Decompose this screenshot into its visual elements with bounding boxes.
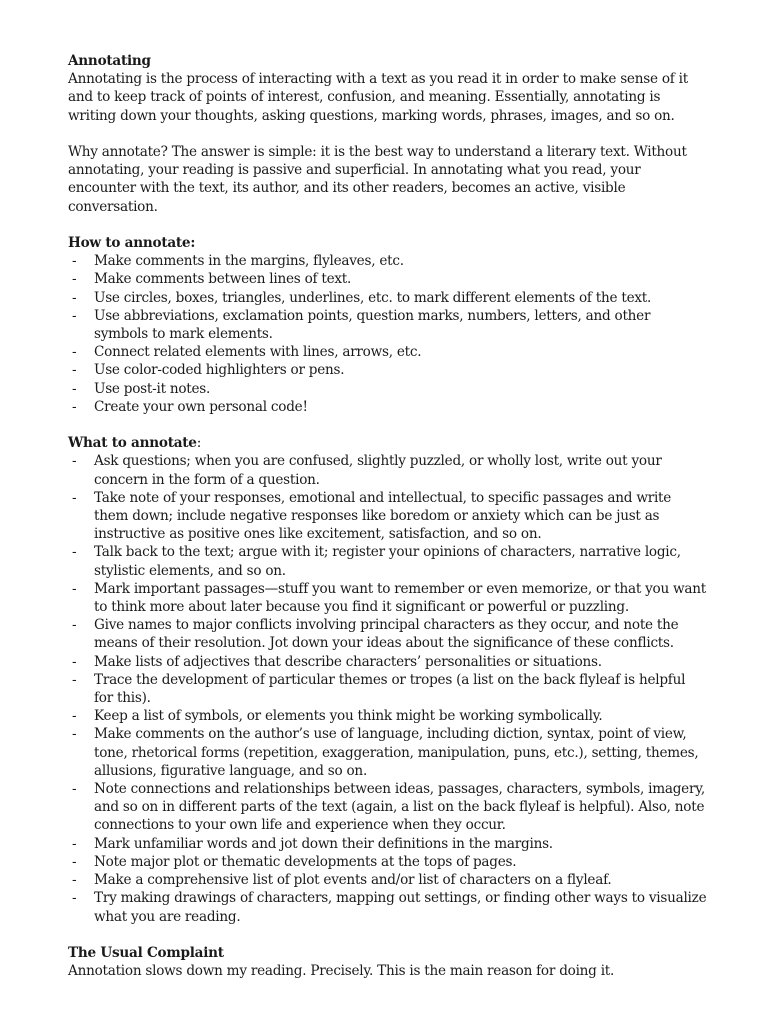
how-list-item [68, 361, 708, 379]
dash-bullet: - [72, 872, 77, 889]
what-to-annotate-list [68, 452, 708, 925]
paragraph-spacer [68, 416, 708, 434]
how-list-item [68, 307, 708, 343]
dash-bullet: - [72, 380, 77, 397]
dash-bullet: - [72, 344, 77, 361]
how-list-item-text: Use color-coded highlighters or pens. [94, 362, 345, 379]
how-list-item [68, 398, 708, 416]
paragraph-spacer [68, 125, 708, 143]
what-list-item [68, 780, 708, 835]
what-list-item [68, 871, 708, 889]
what-list-item-text: Talk back to the text; argue with it; register your opinions of characters, narrative logic, stylistic elements, and so on. [94, 544, 681, 579]
what-list-item-text: Note major plot or thematic developments at the tops of pages. [94, 853, 517, 870]
what-list-item [68, 707, 708, 725]
what-list-item-text: Make lists of adjectives that describe characters’ personalities or situations. [94, 653, 602, 670]
what-to-annotate-heading-line [68, 434, 708, 452]
how-list-item [68, 380, 708, 398]
dash-bullet: - [72, 398, 77, 415]
dash-bullet: - [72, 271, 77, 288]
what-list-item [68, 489, 708, 544]
what-list-item-text: Make comments on the author’s use of language, including diction, syntax, point of view, tone, rhetorical forms (repetition, exaggeration, manipulation, puns, etc.), setting, themes, allusions, figurative language, and so on. [94, 726, 699, 779]
how-list-item-text: Create your own personal code! [94, 398, 308, 415]
dash-bullet: - [72, 307, 77, 324]
how-list-item [68, 270, 708, 288]
how-list-item-text: Make comments in the margins, flyleaves, etc. [94, 253, 404, 270]
dash-bullet: - [72, 289, 77, 306]
dash-bullet: - [72, 653, 77, 670]
what-list-item [68, 616, 708, 652]
how-to-annotate-heading: How to annotate: [68, 235, 196, 251]
dash-bullet: - [72, 489, 77, 506]
why-annotate-paragraph: Why annotate? The answer is simple: it is the best way to understand a literary text. Without annotating, your reading is passive and superficial. In annotating what you read, your encounter with the text, its author, and its other readers, becomes an active, visible conversation. [68, 144, 687, 215]
annotating-heading: Annotating [68, 53, 151, 69]
dash-bullet: - [72, 853, 77, 870]
how-list-item-text: Use abbreviations, exclamation points, question marks, numbers, letters, and other symbols to mark elements. [94, 307, 651, 343]
dash-bullet: - [72, 544, 77, 561]
paragraph-spacer [68, 926, 708, 944]
what-list-item [68, 725, 708, 780]
what-list-item-text: Give names to major conflicts involving principal characters as they occur, and note the means of their resolution. Jot down your ideas about the significance of these conflicts. [94, 617, 679, 652]
dash-bullet: - [72, 453, 77, 470]
usual-complaint-heading: The Usual Complaint [68, 944, 224, 961]
what-list-item-text: Take note of your responses, emotional and intellectual, to specific passages and write them down; include negative responses like boredom or anxiety which can be just as instructive as positive ones like excitement, satisfaction, and so on. [94, 489, 672, 543]
what-list-item-text: Mark important passages—stuff you want to remember or even memorize, or that you want to think more about later because you find it significant or powerful or puzzling. [94, 580, 706, 616]
how-list-item-text: Make comments between lines of text. [94, 271, 352, 288]
what-list-item [68, 543, 708, 579]
how-list-item-text: Use circles, boxes, triangles, underlines, etc. to mark different elements of the text. [94, 289, 652, 306]
what-list-item-text: Make a comprehensive list of plot events and/or list of characters on a flyleaf. [94, 872, 612, 889]
document-page [68, 52, 708, 980]
paragraph-spacer [68, 216, 708, 234]
how-list-item-text: Connect related elements with lines, arrows, etc. [94, 344, 422, 361]
what-to-annotate-heading: What to annotate [68, 435, 197, 452]
what-list-item-text: Ask questions; when you are confused, slightly puzzled, or wholly lost, write out your concern in the form of a question. [94, 453, 662, 488]
annotating-intro-paragraph: Annotating is the process of interacting with a text as you read it in order to make sense of it and to keep track of points of interest, confusion, and meaning. Essentially, annotating is writing down your thoughts, asking questions, marking words, phrases, images, and so on. [68, 71, 688, 124]
what-list-item [68, 452, 708, 488]
what-list-item-text: Mark unfamiliar words and jot down their definitions in the margins. [94, 835, 553, 852]
how-list-item [68, 343, 708, 361]
dash-bullet: - [72, 835, 77, 852]
dash-bullet: - [72, 890, 77, 907]
what-list-item [68, 853, 708, 871]
what-list-item-text: Note connections and relationships between ideas, passages, characters, symbols, imagery, and so on in different parts of the text (again, a list on the back flyleaf is helpful). Also, note connections to your own life and experience when they occur. [94, 781, 705, 834]
dash-bullet: - [72, 708, 77, 725]
dash-bullet: - [72, 253, 77, 270]
what-list-item [68, 671, 708, 707]
dash-bullet: - [72, 580, 77, 597]
what-list-item [68, 889, 708, 925]
what-list-item-text: Try making drawings of characters, mapping out settings, or finding other ways to visualize what you are reading. [94, 890, 707, 925]
dash-bullet: - [72, 362, 77, 379]
how-list-item [68, 252, 708, 270]
dash-bullet: - [72, 617, 77, 634]
what-list-item [68, 653, 708, 671]
what-list-item-text: Keep a list of symbols, or elements you think might be working symbolically. [94, 708, 603, 725]
dash-bullet: - [72, 671, 77, 688]
what-list-item-text: Trace the development of particular themes or tropes (a list on the back flyleaf is helpful for this). [94, 671, 686, 707]
what-list-item [68, 835, 708, 853]
how-to-annotate-list [68, 252, 708, 416]
what-list-item [68, 580, 708, 616]
usual-complaint-paragraph: Annotation slows down my reading. Precisely. This is the main reason for doing it. [68, 963, 615, 980]
how-list-item-text: Use post-it notes. [94, 380, 211, 397]
what-to-annotate-heading-colon: : [196, 435, 202, 452]
dash-bullet: - [72, 781, 77, 798]
dash-bullet: - [72, 726, 77, 743]
how-list-item [68, 289, 708, 307]
